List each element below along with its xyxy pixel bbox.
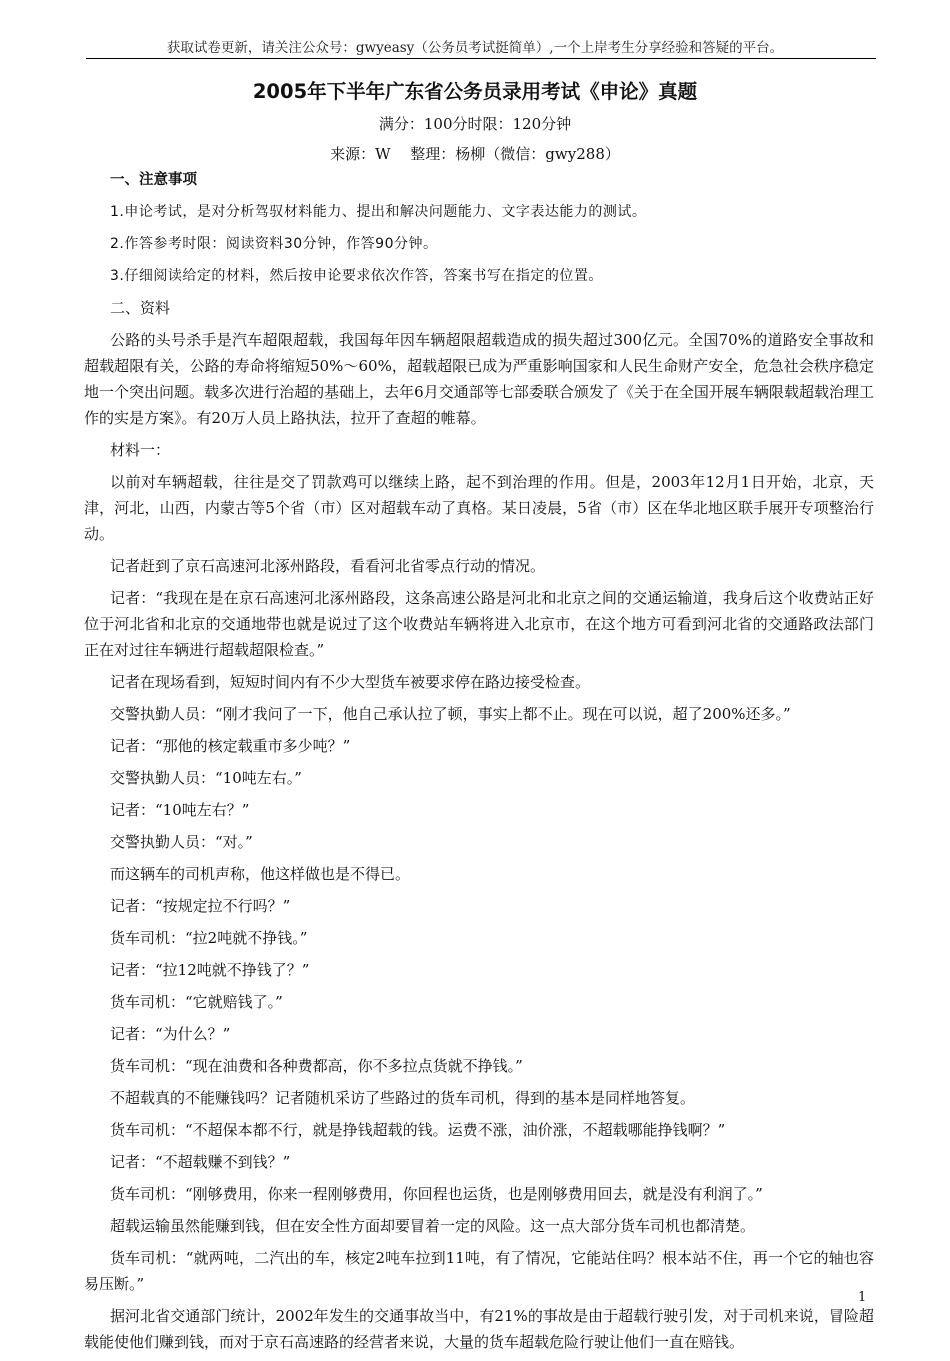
dialog-line: 货车司机：“不超保本都不行，就是挣钱超载的钱。运费不涨，油价涨，不超载哪能挣钱啊？” (110, 1121, 726, 1139)
intro-paragraph: 公路的头号杀手是汽车超限超载，我国每年因车辆超限超载造成的损失超过300亿元。全国70%的道路安全事故和超载超限有关，公路的寿命将缩短50%～60%，超载超限已成为严重影响国家和人民生命财产安全，危急社会秩序稳定地一个突出问题。载多次进行治超的基础上，去年6月交通部等七部委联合颁发了《关于在全国开展车辆限载超载治理工作的实是方案》。有20万人员上路执法，拉开了查超的帷幕。 (84, 331, 874, 427)
dialog-line: 交警执勤人员：“对。” (110, 833, 253, 851)
exam-meta-source: 来源：W 整理：杨柳（微信：gwy288） (330, 145, 620, 163)
paragraph: 超载运输虽然能赚到钱，但在安全性方面却要冒着一定的风险。这一点大部分货车司机也都清楚。 (110, 1217, 756, 1235)
exam-meta-score-time: 满分：100分时限：120分钟 (378, 115, 572, 133)
dialog-line: 记者：“10吨左右？” (110, 801, 250, 819)
note-item: 1.申论考试，是对分析驾驭材料能力、提出和解决问题能力、文字表达能力的测试。 (110, 204, 647, 220)
dialog-line: 货车司机：“现在油费和各种费都高，你不多拉点货就不挣钱。” (110, 1057, 523, 1075)
paragraph: 记者在现场看到，短短时间内有不少大型货车被要求停在路边接受检查。 (110, 673, 591, 691)
dialog-line: 交警执勤人员：“刚才我问了一下，他自己承认拉了顿，事实上都不止。现在可以说，超了200%还多。” (110, 705, 791, 723)
dialog-line: 货车司机：“它就赔钱了。” (110, 993, 283, 1011)
dialog-line: 交警执勤人员：“10吨左右。” (110, 769, 302, 787)
dialog-line: 货车司机：“就两吨，二汽出的车，核定2吨车拉到11吨，有了情况，它能站住吗？根本站不住，再一个它的轴也容易压断。” (84, 1249, 874, 1293)
dialog-line: 记者：“为什么？” (110, 1025, 231, 1043)
header-note: 获取试卷更新，请关注公众号：gwyeasy（公务员考试挺简单）,一个上岸考生分享经验和答疑的平台。 (166, 40, 784, 56)
paragraph: 记者：“我现在是在京石高速河北涿州路段，这条高速公路是河北和北京之间的交通运输道，我身后这个收费站正好位于河北省和北京的交通地带也就是说过了这个收费站车辆将进入北京市，在这个地方可看到河北省的交通路政法部门正在对过往车辆进行超载超限检查。” (84, 589, 874, 659)
document-body (84, 167, 874, 1361)
page-number: 1 (858, 1290, 867, 1305)
section-heading-materials: 二、资料 (110, 299, 171, 317)
dialog-line: 记者：“拉12吨就不挣钱了？” (110, 961, 310, 979)
paragraph: 据河北省交通部门统计，2002年发生的交通事故当中，有21%的事故是由于超载行驶引发，对于司机来说，冒险超载能使他们赚到钱，而对于京石高速路的经营者来说，大量的货车超载危险行驶让他们一直在赔钱。 (84, 1307, 874, 1351)
dialog-line: 记者：“那他的核定载重市多少吨？” (110, 737, 351, 755)
dialog-line: 记者：“按规定拉不行吗？” (110, 897, 291, 915)
paragraph: 而这辆车的司机声称，他这样做也是不得已。 (110, 865, 411, 883)
document-title: 2005年下半年广东省公务员录用考试《申论》真题 (252, 80, 698, 103)
section-heading-notes: 一、注意事项 (110, 172, 197, 188)
paragraph: 以前对车辆超载，往往是交了罚款鸡可以继续上路，起不到治理的作用。但是，2003年12月1日开始，北京，天津，河北，山西，内蒙古等5个省（市）区对超载车动了真格。某日凌晨，5省（市）区在华北地区联手展开专项整治行动。 (84, 473, 874, 543)
dialog-line: 货车司机：“拉2吨就不挣钱。” (110, 929, 308, 947)
dialog-line: 记者：“不超载赚不到钱？” (110, 1153, 291, 1171)
header-divider (86, 58, 876, 59)
note-item: 2.作答参考时限：阅读资料30分钟，作答90分钟。 (110, 236, 438, 252)
paragraph: 不超载真的不能赚钱吗？记者随机采访了些路过的货车司机，得到的基本是同样地答复。 (110, 1089, 696, 1107)
material-label: 材料一： (110, 441, 171, 459)
paragraph: 记者赶到了京石高速河北涿州路段，看看河北省零点行动的情况。 (110, 557, 546, 575)
dialog-line: 货车司机：“刚够费用，你来一程刚够费用，你回程也运货，也是刚够费用回去，就是没有利润了。” (110, 1185, 763, 1203)
note-item: 3.仔细阅读给定的材料，然后按申论要求依次作答，答案书写在指定的位置。 (110, 268, 603, 284)
